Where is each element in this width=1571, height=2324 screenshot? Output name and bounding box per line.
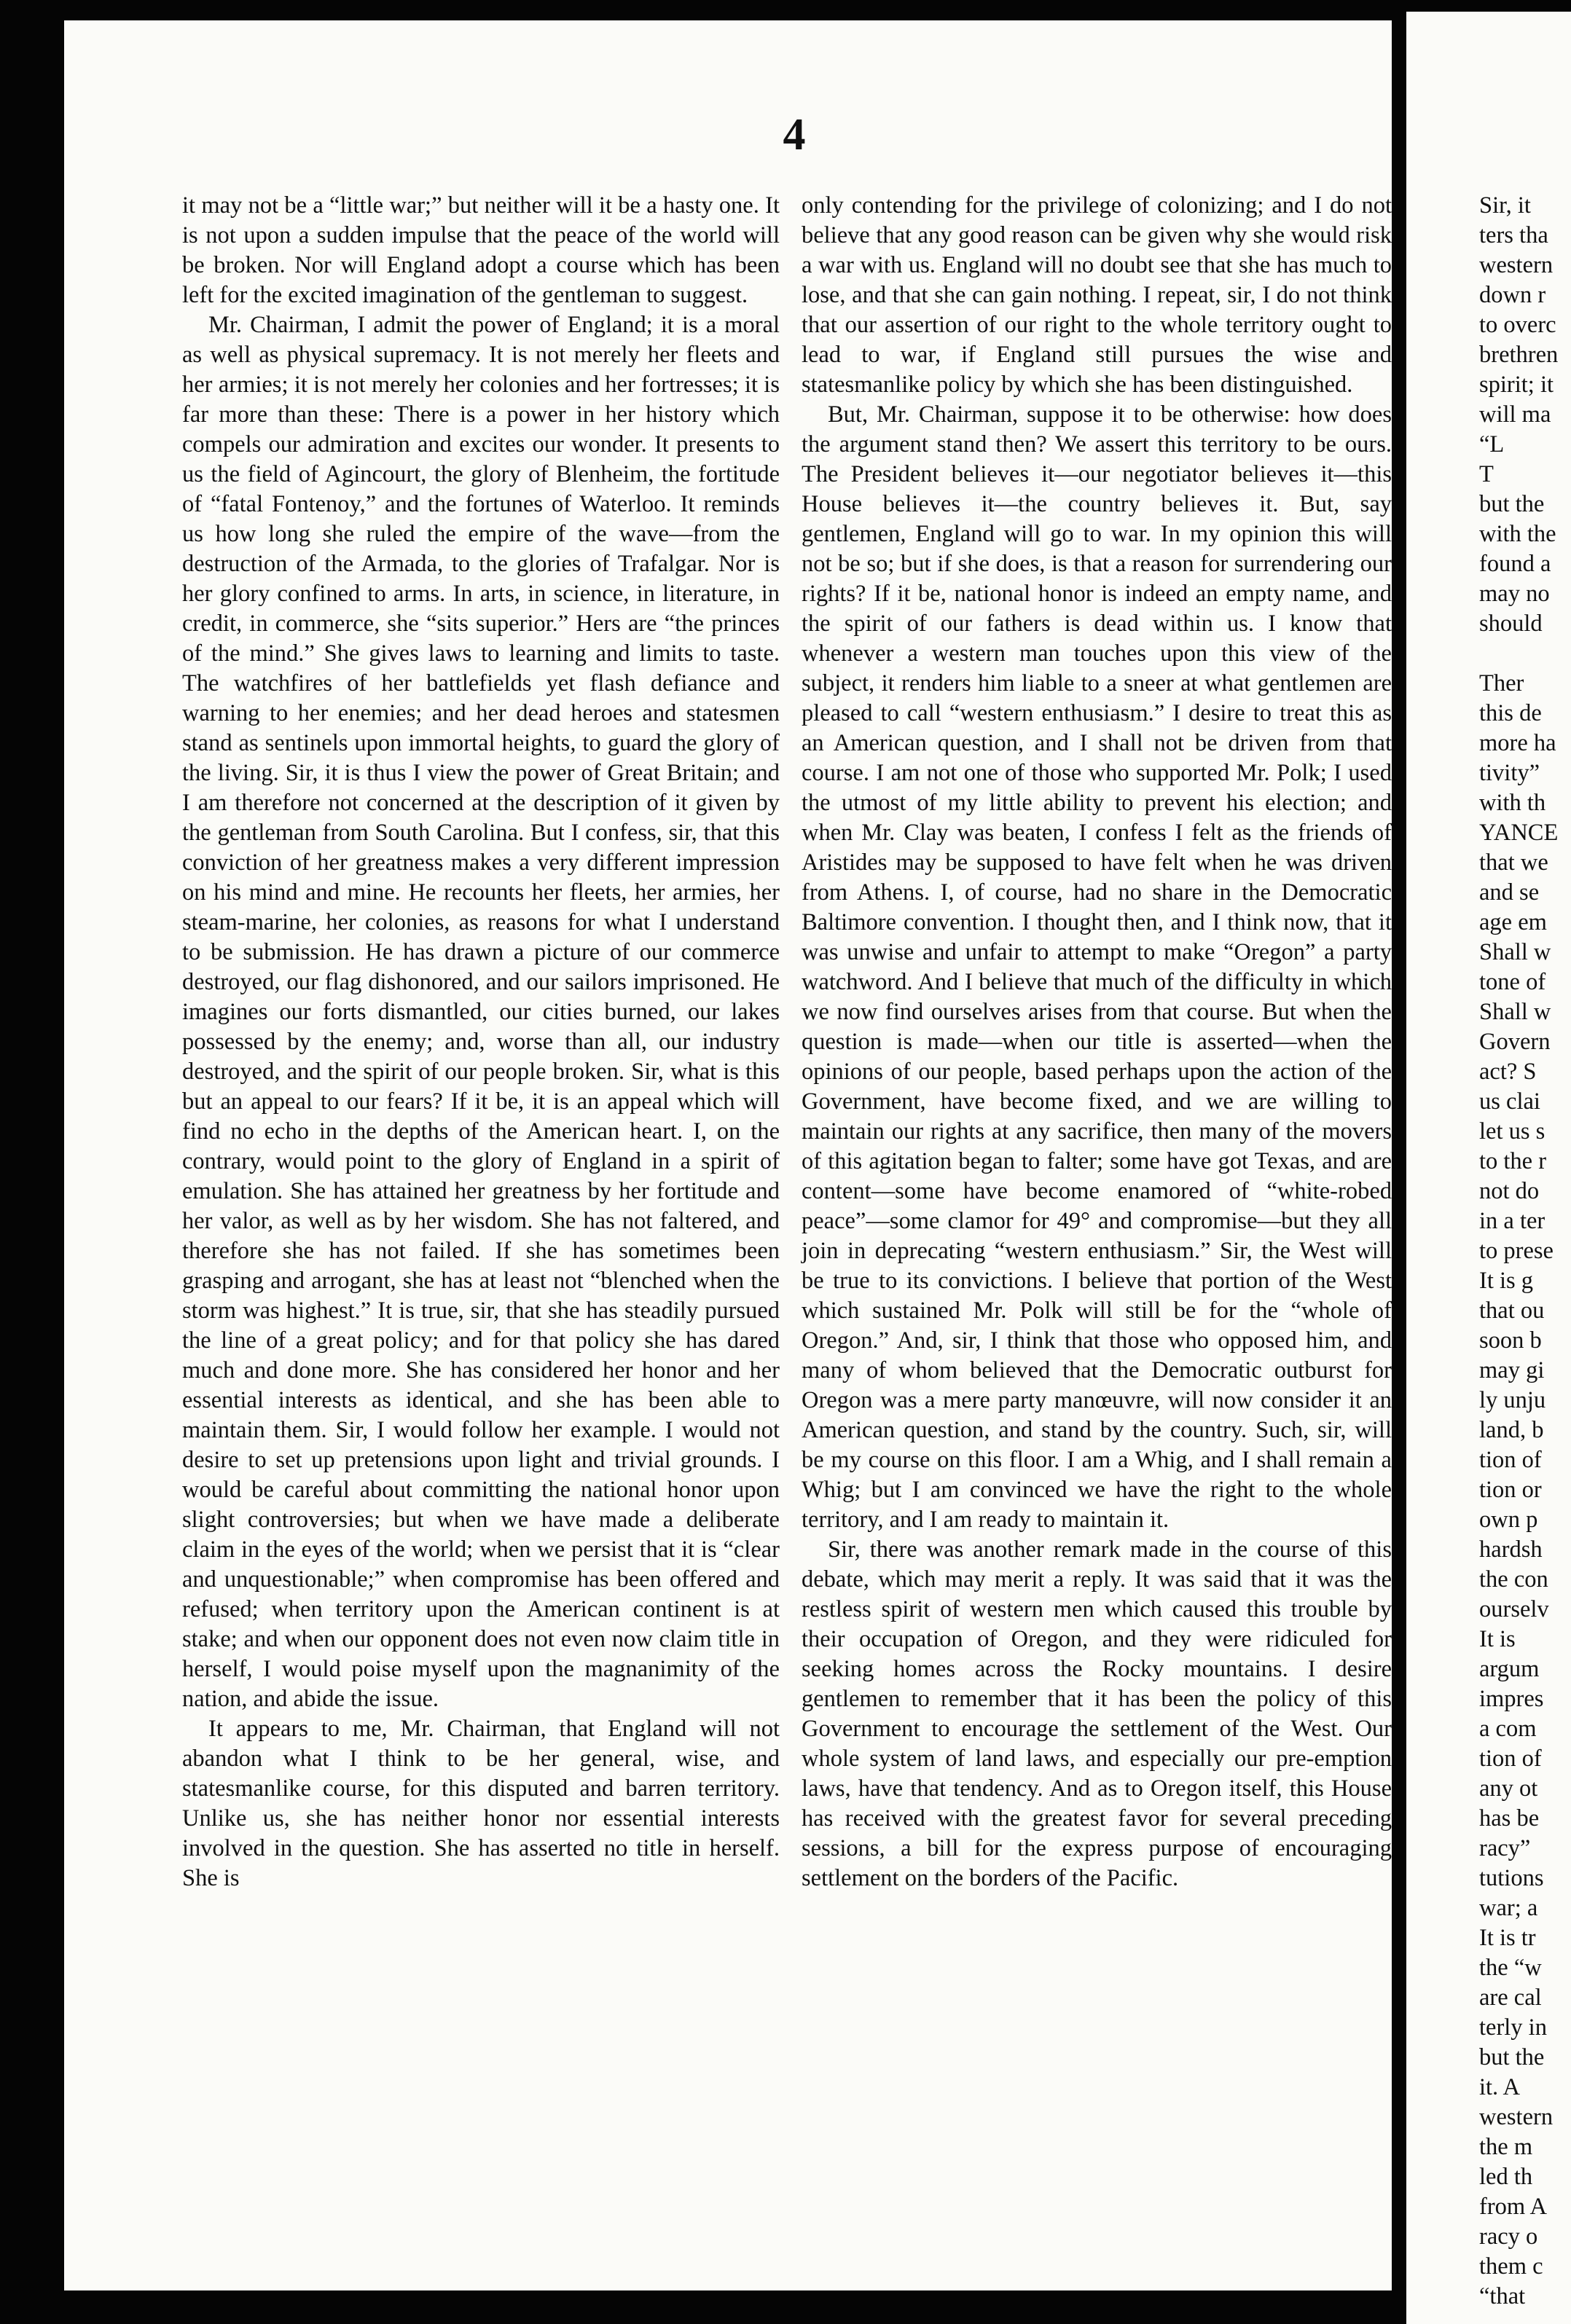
cropped-line: tutions: [1479, 1865, 1544, 1891]
cropped-line: are cal: [1479, 1985, 1542, 2011]
cropped-line: tion of: [1479, 1447, 1542, 1473]
cropped-line: not do: [1479, 1178, 1540, 1204]
cropped-line: may no: [1479, 581, 1550, 607]
cropped-line: that we: [1479, 849, 1548, 876]
cropped-line: It is: [1479, 1626, 1516, 1652]
cropped-line: [1479, 639, 1571, 669]
cropped-line: “L: [1479, 431, 1505, 458]
cropped-line: racy o: [1479, 2223, 1538, 2250]
cropped-line: the con: [1479, 1566, 1548, 1593]
text-column-3-cropped: [1479, 191, 1571, 2312]
paragraph: It appears to me, Mr. Chairman, that England will not abandon what I think to be her general, wise, and statesmanlike course, for this disputed and barren territory. Unlike us, she has neither honor nor essential interests involved in the question. She has asserted no title in herself. She is: [182, 1716, 780, 1891]
cropped-line: act? S: [1479, 1059, 1537, 1085]
cropped-line: ters tha: [1479, 222, 1548, 248]
paragraph: it may not be a “little war;” but neither will it be a hasty one. It is not upon a sudden impulse that the peace of the world will be broken. Nor will England adopt a course which has been left for the excited imagination of the gentleman to suggest.: [182, 192, 780, 308]
paragraph: Mr. Chairman, I admit the power of England; it is a moral as well as physical supremacy. It is not merely her fleets and her armies; it is not merely her colonies and her fortresses; it is far more than these: There is a power in her history which compels our admiration and excites our wonder. It presents to us the field of Agincourt, the glory of Blenheim, the fortitude of “fatal Fontenoy,” and the fortunes of Waterloo. It reminds us how long she ruled the empire of the wave—from the destruction of the Armada, to the glories of Trafalgar. Nor is her glory confined to arms. In arts, in science, in literature, in credit, in commerce, she “sits superior.” Hers are “the princes of the mind.” She gives laws to learning and limits to taste. The watchfires of her battlefields yet flash defiance and warning to her enemies; and her dead heroes and statesmen stand as sentinels upon immortal heights, to guard the glory of the living. Sir, it is thus I view the power of Great Britain; and I am therefore not concerned at the description of it given by the gentleman from South Carolina. But I confess, sir, that this conviction of her greatness makes a very different impression on his mind and mine. He recounts her fleets, her armies, her steam-marine, her colonies, as reasons for what I understand to be submission. He has drawn a picture of our commerce destroyed, our flag dishonored, and our sailors imprisoned. He imagines our forts dismantled, our cities burned, our lakes possessed by the enemy; and, worse than all, our industry destroyed, and the spirit of our people broken. Sir, what is this but an appeal to our fears? If it be, it is an appeal which will find no echo in the depths of the American heart. I, on the contrary, would point to the glory of England in a spirit of emulation. She has attained her greatness by her fortitude and her valor, as well as by her wisdom. She has not faltered, and therefore she has not failed. If she has sometimes been grasping and arrogant, she has at least not “blenched when the storm was highest.” It is true, sir, that she has steadily pursued the line of a great policy; and for that policy she has dared much and done more. She has considered her honor and her essential interests as identical, and she has been able to maintain them. Sir, I would follow her example. I would not desire to set up pretensions upon light and trivial grounds. I would be careful about committing the national honor upon slight controversies; but when we have made a deliberate claim in the eyes of the world; when we persist that it is “clear and unquestionable;” when compromise has been offered and refused; when territory upon the American continent is at stake; and when our opponent does not even now claim title in herself, I would poise myself upon the magnanimity of the nation, and abide the issue.: [182, 312, 780, 1712]
cropped-line: tivity”: [1479, 760, 1540, 786]
cropped-line: T: [1479, 461, 1494, 487]
cropped-line: the “w: [1479, 1955, 1542, 1981]
cropped-line: western: [1479, 2104, 1554, 2130]
cropped-line: own p: [1479, 1507, 1538, 1533]
cropped-line: It is g: [1479, 1268, 1534, 1294]
cropped-line: racy”: [1479, 1835, 1531, 1861]
cropped-line: found a: [1479, 551, 1551, 577]
cropped-line: Sir, it: [1479, 192, 1531, 219]
cropped-line: It is tr: [1479, 1925, 1536, 1951]
paragraph: only contending for the privilege of colonizing; and I do not believe that any good reason can be given why she would risk a war with us. England will no doubt see that she has much to lose, and that she can gain nothing. I repeat, sir, I do not think that our assertion of our right to the whole territory ought to lead to war, if England still pursues the wise and statesmanlike policy by which she has been distinguished.: [802, 192, 1392, 398]
cropped-line: from A: [1479, 2194, 1547, 2220]
cropped-line: to prese: [1479, 1238, 1554, 1264]
text-column-2: [802, 191, 1392, 1893]
cropped-line: to overc: [1479, 312, 1556, 338]
cropped-line: to the r: [1479, 1148, 1547, 1174]
cropped-line: the m: [1479, 2134, 1533, 2160]
cropped-line: down r: [1479, 282, 1546, 308]
cropped-line: will ma: [1479, 401, 1551, 428]
cropped-line: and se: [1479, 879, 1540, 906]
cropped-line: that ou: [1479, 1298, 1545, 1324]
cropped-line: Shall w: [1479, 939, 1551, 965]
cropped-line: them c: [1479, 2253, 1543, 2280]
cropped-line: hardsh: [1479, 1536, 1543, 1563]
page-number: 4: [783, 110, 806, 160]
cropped-line: age em: [1479, 909, 1547, 935]
cropped-line: in a ter: [1479, 1208, 1545, 1234]
cropped-line: us clai: [1479, 1088, 1540, 1115]
cropped-line: ly unju: [1479, 1387, 1546, 1413]
cropped-line: Shall w: [1479, 999, 1551, 1025]
cropped-line: but the: [1479, 2044, 1545, 2070]
cropped-line: war; a: [1479, 1895, 1538, 1921]
cropped-line: YANCE: [1479, 820, 1559, 846]
cropped-line: impres: [1479, 1686, 1544, 1712]
paragraph: Sir, there was another remark made in the course of this debate, which may merit a reply. It was said that it was the restless spirit of western men which caused this trouble by their occupation of Oregon, and they were ridiculed for seeking homes across the Rocky mountains. I desire gentlemen to remember that it has been the policy of this Government to encourage the settlement of the West. Our whole system of land laws, and especially our pre-emption laws, have that tendency. And as to Oregon itself, this House has received with the greatest favor for several preceding sessions, a bill for the express purpose of encouraging settlement on the borders of the Pacific.: [802, 1536, 1392, 1891]
cropped-line: ourselv: [1479, 1596, 1549, 1622]
cropped-line: tone of: [1479, 969, 1546, 995]
cropped-line: with the: [1479, 521, 1556, 547]
cropped-line: but the: [1479, 491, 1545, 517]
cropped-line: let us s: [1479, 1118, 1545, 1145]
cropped-line: western: [1479, 252, 1554, 278]
cropped-line: it. A: [1479, 2074, 1520, 2100]
cropped-line: with th: [1479, 790, 1546, 816]
cropped-line: more ha: [1479, 730, 1556, 756]
cropped-line: Govern: [1479, 1029, 1551, 1055]
text-column-1: [182, 191, 780, 1893]
cropped-line: tion of: [1479, 1746, 1542, 1772]
cropped-line: may gi: [1479, 1357, 1545, 1383]
paragraph: But, Mr. Chairman, suppose it to be otherwise: how does the argument stand then? We assert this territory to be ours. The President believes it—our negotiator believes it—this House believes it—the country believes it. But, say gentlemen, England will go to war. In my opinion this will not be so; but if she does, is that a reason for surrendering our rights? If it be, national honor is indeed an empty name, and the spirit of our fathers is dead within us. I know that whenever a western man touches upon this view of the subject, it renders him liable to a sneer at what gentlemen are pleased to call “western enthusiasm.” I desire to treat this as an American question, and I shall not be driven from that course. I am not one of those who supported Mr. Polk; I used the utmost of my little ability to prevent his election; and when Mr. Clay was beaten, I confess I felt as the friends of Aristides may be supposed to have felt when he was driven from Athens. I, of course, had no share in the Democratic Baltimore convention. I thought then, and I think now, that it was unwise and unfair to attempt to make “Oregon” a party watchword. And I believe that much of the difficulty in which we now find ourselves arises from that course. But when the question is made—when our title is asserted—when the opinions of our people, based perhaps upon the action of the Government, have become fixed, and we are willing to maintain our rights at any sacrifice, then many of the movers of this agitation began to falter; some have got Texas, and are content—some have become enamored of “white-robed peace”—some clamor for 49° and compromise—but they all join in deprecating “western enthusiasm.” Sir, the West will be true to its convictions. I believe that portion of the West which sustained Mr. Polk will still be for the “whole of Oregon.” And, sir, I think that those who opposed him, and many of whom believed that the Democratic outburst for Oregon was a mere party manœuvre, will now consider it an American question, and stand by the country. Such, sir, will be my course on this floor. I am a Whig, and I shall remain a Whig; but I am convinced we have the right to the whole territory, and I am ready to maintain it.: [802, 401, 1392, 1533]
cropped-line: should: [1479, 611, 1543, 637]
cropped-line: a com: [1479, 1716, 1537, 1742]
cropped-line: has be: [1479, 1805, 1540, 1832]
cropped-line: argum: [1479, 1656, 1540, 1682]
cropped-line: soon b: [1479, 1327, 1542, 1354]
cropped-line: terly in: [1479, 2014, 1547, 2041]
cropped-line: this de: [1479, 700, 1542, 726]
cropped-line: any ot: [1479, 1775, 1538, 1802]
cropped-line: tion or: [1479, 1477, 1542, 1503]
cropped-line: brethren: [1479, 342, 1559, 368]
cropped-line: land, b: [1479, 1417, 1544, 1443]
cropped-line: “that: [1479, 2283, 1526, 2309]
cropped-line: Ther: [1479, 670, 1524, 696]
cropped-line: spirit; it: [1479, 372, 1554, 398]
cropped-line: led th: [1479, 2164, 1533, 2190]
